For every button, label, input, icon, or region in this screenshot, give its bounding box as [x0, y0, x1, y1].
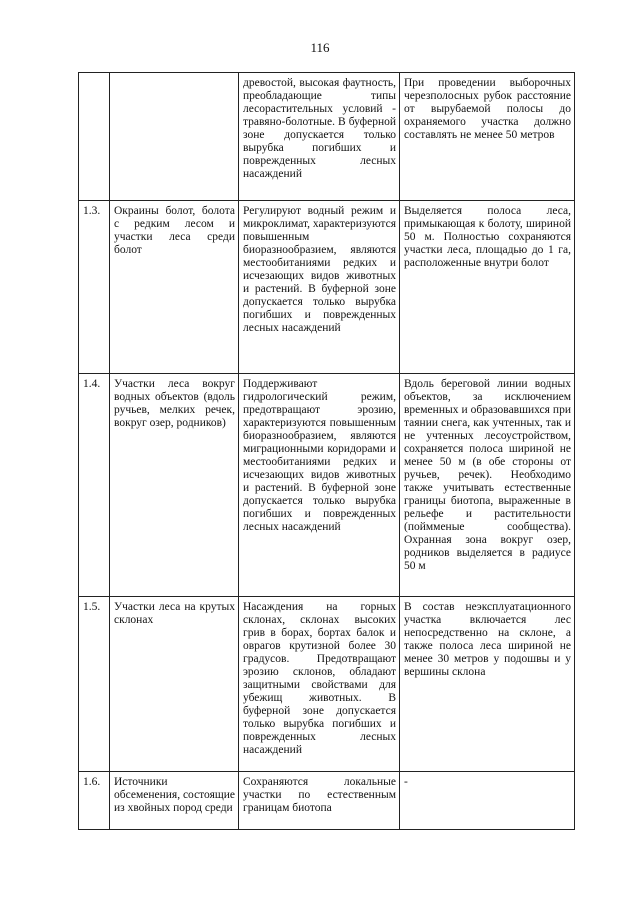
row-number: 1.6. [79, 772, 110, 830]
requirements-table [78, 72, 575, 830]
table-row [79, 772, 575, 830]
row-number [79, 73, 110, 201]
row-number: 1.3. [79, 201, 110, 374]
biotope-description: Сохраняются локальные участки по естественным границам биотопа [239, 772, 400, 830]
table-row [79, 73, 575, 201]
protection-requirements: При проведении выборочных черезполосных рубок расстояние от вырубаемой полосы до охраняемого участка должно составлять не менее 50 метров [400, 73, 575, 201]
biotope-name: Участки леса на крутых склонах [110, 597, 239, 772]
protection-requirements: Вдоль береговой линии водных объектов, за исключением временных и образовавшихся при таянии снега, как учтенных, так и не учтенных лесоустройством, сохраняется полоса шириной не менее 50 м (в обе стороны от ручьев, речек). Необходимо также учитывать естественные границы биотопа, выраженные в рельефе и растительности (поймменые сообщества). Охранная зона вокруг озер, родников выделяется в радиусе 50 м [400, 374, 575, 597]
biotope-description: древостой, высокая фаутность, преобладающие типы лесорастительных условий - травяно-болотные. В буферной зоне допускается только вырубка погибших и поврежденных лесных насаждений [239, 73, 400, 201]
protection-requirements: - [400, 772, 575, 830]
biotope-name: Участки леса вокруг водных объектов (вдоль ручьев, мелких речек, вокруг озер, родников) [110, 374, 239, 597]
biotope-name [110, 73, 239, 201]
table-row [79, 374, 575, 597]
row-number: 1.4. [79, 374, 110, 597]
biotope-name: Источники обсеменения, состоящие из хвойных пород среди [110, 772, 239, 830]
biotope-name: Окраины болот, болота с редким лесом и участки леса среди болот [110, 201, 239, 374]
biotope-description: Насаждения на горных склонах, склонах высоких грив в борах, бортах балок и оврагов крутизной более 30 градусов. Предотвращают эрозию склонов, обладают защитными свойствами для убежищ животных. В буферной зоне допускается только вырубка погибших и поврежденных лесных насаждений [239, 597, 400, 772]
table-row [79, 597, 575, 772]
page-number: 116 [310, 40, 330, 55]
table-row [79, 201, 575, 374]
protection-requirements: Выделяется полоса леса, примыкающая к болоту, шириной 50 м. Полностью сохраняются участки леса, площадью до 1 га, расположенные внутри болот [400, 201, 575, 374]
biotope-description: Регулируют водный режим и микроклимат, характеризуются повышенным биоразнообразием, являются местообитаниями редких и исчезающих видов животных и растений. В буферной зоне допускается только вырубка погибших и поврежденных лесных насаждений [239, 201, 400, 374]
row-number: 1.5. [79, 597, 110, 772]
protection-requirements: В состав неэксплуатационного участка включается лес непосредственно на склоне, а также полоса леса шириной не менее 30 метров у подошвы и у вершины склона [400, 597, 575, 772]
biotope-description: Поддерживают гидрологический режим, предотвращают эрозию, характеризуются повышенным биоразнообразием, являются миграционными коридорами и местообитаниями редких и исчезающих видов животных и растений. В буферной зоне допускается только вырубка погибших и поврежденных лесных насаждений [239, 374, 400, 597]
